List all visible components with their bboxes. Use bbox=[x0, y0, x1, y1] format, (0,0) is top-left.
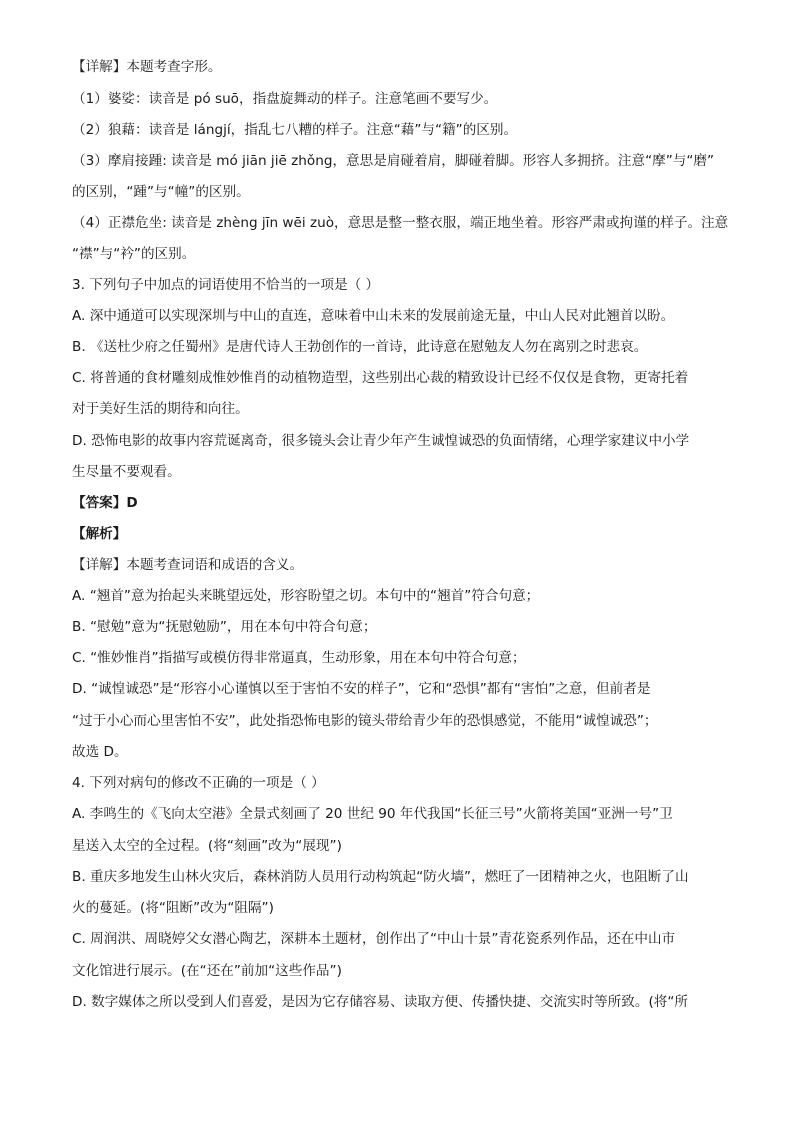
text-line: D. “诚惶诚恐”是“形容小心谨慎以至于害怕不安的样子”，它和“恐惧”都有“害怕”之意，但前者是 bbox=[72, 681, 651, 697]
text-line: “过于小心而心里害怕不安”，此处指恐怖电影的镜头带给青少年的恐惧感觉，不能用“诚惶诚恐”； bbox=[72, 713, 658, 729]
text-line: 的区别，“踵”与“幢”的区别。 bbox=[72, 184, 250, 200]
text-line: 文化馆进行展示。(在“还在”前加“这些作品”) bbox=[72, 963, 342, 979]
text-line: 【详解】本题考查词语和成语的含义。 bbox=[72, 557, 304, 573]
text-line: 故选 D。 bbox=[72, 744, 128, 760]
text-line: 星送入太空的全过程。(将“刻画”改为“展现”) bbox=[72, 838, 342, 854]
text-line: （3）摩肩接踵: 读音是 mó jiān jiē zhǒng，意思是肩碰着肩，脚碰着脚。形容人多拥挤。注意“摩”与“磨” bbox=[72, 153, 715, 169]
text-line: “襟”与“衿”的区别。 bbox=[72, 246, 196, 262]
text-line: 对于美好生活的期待和向往。 bbox=[72, 401, 249, 417]
text-line: A. 深中通道可以实现深圳与中山的直连，意味着中山未来的发展前途无量，中山人民对此翘首以盼。 bbox=[72, 308, 675, 324]
text-line: 4. 下列对病句的修改不正确的一项是（ ） bbox=[72, 775, 325, 791]
text-line: （1）婆娑：读音是 pó suō，指盘旋舞动的样子。注意笔画不要写少。 bbox=[72, 91, 498, 107]
text-line: 火的蔓延。(将“阻断”改为“阻隔”) bbox=[72, 900, 274, 916]
text-line: C. “惟妙惟肖”指描写或模仿得非常逼真，生动形象，用在本句中符合句意； bbox=[72, 650, 526, 666]
text-line: （4）正襟危坐: 读音是 zhèng jīn wēi zuò，意思是整一整衣服，端正地坐着。形容严肃或拘谨的样子。注意 bbox=[72, 215, 729, 231]
text-line: B. 重庆多地发生山林火灾后，森林消防人员用行动构筑起“防火墙”，燃旺了一团精神之火，也阻断了山 bbox=[72, 869, 689, 885]
text-line: 【详解】本题考查字形。 bbox=[72, 59, 222, 75]
text-line: 【答案】D bbox=[72, 495, 138, 511]
text-line: 3. 下列句子中加点的词语使用不恰当的一项是（ ） bbox=[72, 277, 380, 293]
text-line: C. 周润洪、周晓婷父女潜心陶艺，深耕本土题材，创作出了“中山十景”青花瓷系列作品，还在中山市 bbox=[72, 931, 676, 947]
text-line: A. 李鸣生的《飞向太空港》全景式刻画了 20 世纪 90 年代我国“长征三号”火箭将美国“亚洲一号”卫 bbox=[72, 806, 673, 822]
text-line: B. “慰勉”意为“抚慰勉励”，用在本句中符合句意； bbox=[72, 619, 377, 635]
text-line: D. 数字媒体之所以受到人们喜爱，是因为它存储容易、读取方便、传播快捷、交流实时等所致。(将“所 bbox=[72, 994, 688, 1010]
text-line: C. 将普通的食材雕刻成惟妙惟肖的动植物造型，这些别出心裁的精致设计已经不仅仅是食物，更寄托着 bbox=[72, 370, 689, 386]
text-line: （2）狼藉：读音是 lángjí，指乱七八糟的样子。注意“藉”与“籍”的区别。 bbox=[72, 122, 518, 138]
text-line: 生尽量不要观看。 bbox=[72, 464, 181, 480]
text-line: B. 《送杜少府之任蜀州》是唐代诗人王勃创作的一首诗，此诗意在慰勉友人勿在离别之时悲哀。 bbox=[72, 339, 648, 355]
text-line: A. “翘首”意为抬起头来眺望远处，形容盼望之切。本句中的“翘首”符合句意； bbox=[72, 588, 540, 604]
text-line: 【解析】 bbox=[72, 526, 127, 542]
text-line: D. 恐怖电影的故事内容荒诞离奇，很多镜头会让青少年产生诚惶诚恐的负面情绪，心理学家建议中小学 bbox=[72, 433, 690, 449]
